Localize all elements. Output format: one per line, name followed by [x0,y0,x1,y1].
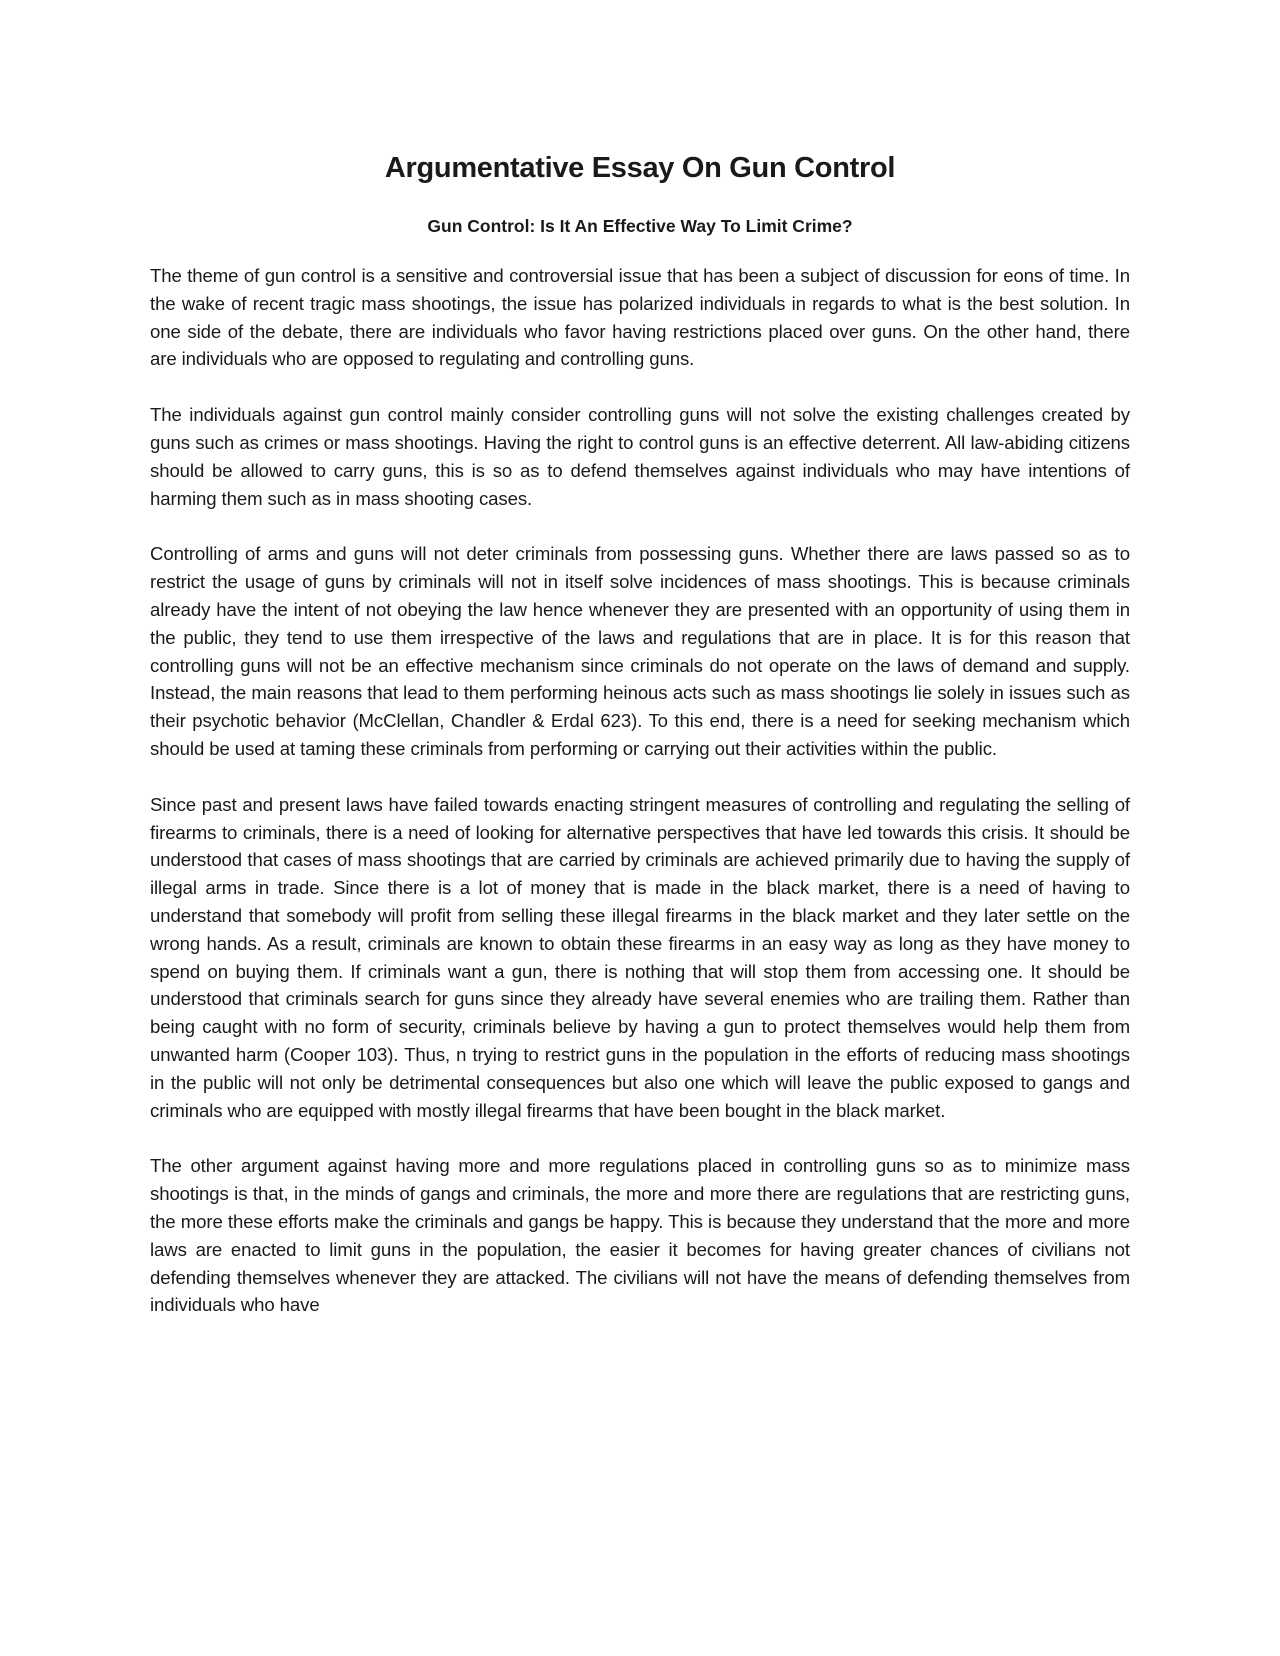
paragraph-2: The individuals against gun control mainly consider controlling guns will not solve the existing challenges created by guns such as crimes or mass shootings. Having the right to control guns is an effective deterrent. All law-abiding citizens should be allowed to carry guns, this is so as to defend themselves against individuals who may have intentions of harming them such as in mass shooting cases. [150,404,1130,509]
paragraph-4: Since past and present laws have failed towards enacting stringent measures of controlling and regulating the selling of firearms to criminals, there is a need of looking for alternative perspectives that have led towards this crisis. It should be understood that cases of mass shootings that are carried by criminals are achieved primarily due to having the supply of illegal arms in trade. Since there is a lot of money that is made in the black market, there is a need of having to understand that somebody will profit from selling these illegal firearms in the black market and they later settle on the wrong hands. As a result, criminals are known to obtain these firearms in an easy way as long as they have money to spend on buying them. If criminals want a gun, there is nothing that will stop them from accessing one. It should be understood that criminals search for guns since they already have several enemies who are trailing them. Rather than being caught with no form of security, criminals believe by having a gun to protect themselves would help them from unwanted harm (Cooper 103). Thus, n trying to restrict guns in the population in the efforts of reducing mass shootings in the public will not only be detrimental consequences but also one which will leave the public exposed to gangs and criminals who are equipped with mostly illegal firearms that have been bought in the black market. [150,793,1130,1121]
paragraph-3: Controlling of arms and guns will not deter criminals from possessing guns. Whether there are laws passed so as to restrict the usage of guns by criminals will not in itself solve incidences of mass shootings. This is because criminals already have the intent of not obeying the law hence whenever they are presented with an opportunity of using them in the public, they tend to use them irrespective of the laws and regulations that are in place. It is for this reason that controlling guns will not be an effective mechanism since criminals do not operate on the laws of demand and supply. Instead, the main reasons that lead to them performing heinous acts such as mass shootings lie solely in issues such as their psychotic behavior (McClellan, Chandler & Erdal 623). To this end, there is a need for seeking mechanism which should be used at taming these criminals from performing or carrying out their activities within the public. [150,543,1130,759]
document-page [150,150,1130,1347]
document-title: Argumentative Essay On Gun Control [384,152,896,184]
document-subtitle: Gun Control: Is It An Effective Way To Limit Crime? [427,216,853,236]
paragraph-5: The other argument against having more and more regulations placed in controlling guns so as to minimize mass shootings is that, in the minds of gangs and criminals, the more and more there are regulations that are restricting guns, the more these efforts make the criminals and gangs be happy. This is because they understand that the more and more laws are enacted to limit guns in the population, the easier it becomes for having greater chances of civilians not defending themselves whenever they are attacked. The civilians will not have the means of defending themselves from individuals who have [150,1155,1130,1316]
paragraph-1: The theme of gun control is a sensitive and controversial issue that has been a subject of discussion for eons of time. In the wake of recent tragic mass shootings, the issue has polarized individuals in regards to what is the best solution. In one side of the debate, there are individuals who favor having restrictions placed over guns. On the other hand, there are individuals who are opposed to regulating and controlling guns. [150,265,1130,370]
